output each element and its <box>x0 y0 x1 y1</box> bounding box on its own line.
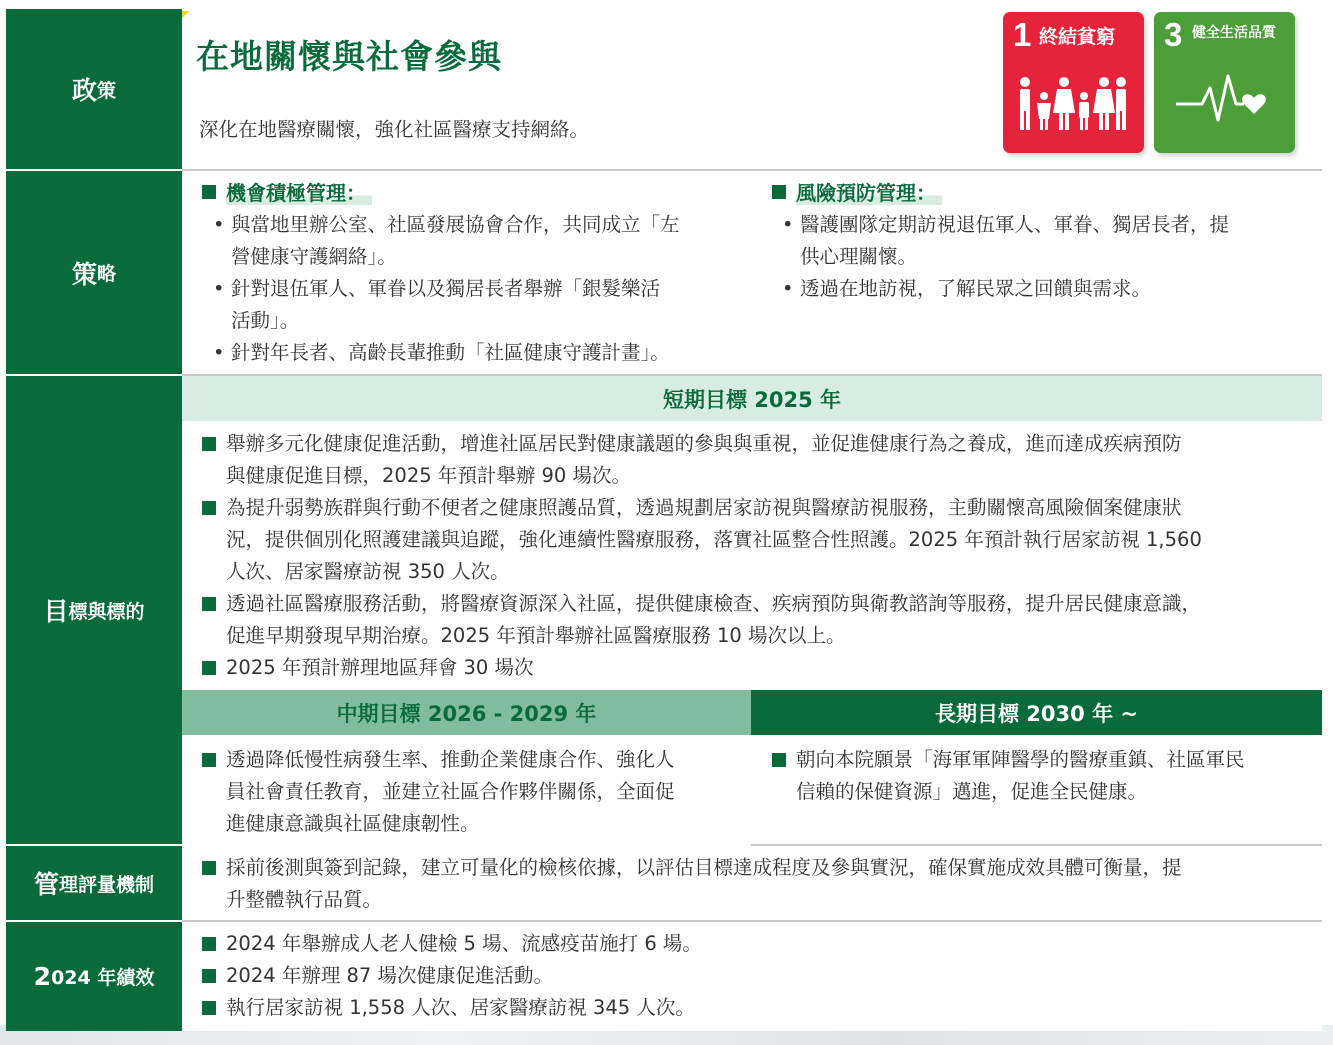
family-icon <box>1017 76 1127 132</box>
list-item: • 針對年長者、高齡長輩推動「社區健康守護計畫」。 <box>199 337 759 369</box>
list-item: 2025 年預計辦理地區拜會 30 場次 <box>202 652 1317 684</box>
short-term-list <box>202 428 1317 684</box>
divider <box>182 920 1322 922</box>
list-item: • 與當地里辦公室、社區發展協會合作，共同成立「左 營健康守護網絡」。 <box>199 209 759 273</box>
opportunity-heading: 機會積極管理： <box>202 177 372 209</box>
management-label: 管 理評量機制 <box>6 846 182 920</box>
list-item: • 醫護團隊定期訪視退伍軍人、軍眷、獨居長者，提 供心理關懷。 <box>768 209 1318 273</box>
list-item: 透過社區醫療服務活動，將醫療資源深入社區，提供健康檢查、疾病預防與衛教諮詢等服務，提升居民健康意識， 促進早期發現早期治療。2025 年預計舉辦社區醫療服務 10 場次以上。 <box>202 588 1317 652</box>
list-item: • 透過在地訪視，了解民眾之回饋與需求。 <box>768 273 1318 305</box>
sdg-3-badge: 3 健全生活品質 <box>1154 12 1295 153</box>
long-term-text: 朝向本院願景「海軍軍陣醫學的醫療重鎮、社區軍民 信賴的保健資源」邁進，促進全民健康。 <box>772 744 1317 808</box>
sdg-1-badge: 1 終結貧窮 <box>1003 12 1144 153</box>
opportunity-list <box>199 209 759 369</box>
divider <box>182 169 1322 171</box>
goals-label: 目 標與標的 <box>6 376 182 844</box>
long-term-header: 長期目標 2030 年 ~ <box>751 690 1322 735</box>
risk-heading: 風險預防管理： <box>772 177 942 209</box>
performance-label: 2 024 年績效 <box>6 922 182 1031</box>
performance-list <box>202 928 1317 1024</box>
divider <box>751 844 1322 846</box>
mid-term-header: 中期目標 2026 - 2029 年 <box>182 690 751 735</box>
content-table <box>6 9 1322 1031</box>
policy-label: 政 策 <box>6 9 182 169</box>
policy-text: 深化在地醫療關懷，強化社區醫療支持網絡。 <box>199 118 590 141</box>
strategy-label: 策 略 <box>6 171 182 374</box>
short-term-header: 短期目標 2025 年 <box>182 376 1322 421</box>
page-title: 在地關懷與社會參與 <box>196 37 502 76</box>
list-item: • 針對退伍軍人、軍眷以及獨居長者舉辦「銀髮樂活 活動」。 <box>199 273 759 337</box>
list-item: 執行居家訪視 1,558 人次、居家醫療訪視 345 人次。 <box>202 992 1317 1024</box>
risk-list <box>768 209 1318 305</box>
list-item: 為提升弱勢族群與行動不便者之健康照護品質，透過規劃居家訪視與醫療訪視服務，主動關懷高風險個案健康狀 況，提供個別化照護建議與追蹤，強化連續性醫療服務，落實社區整合性照護。2025 年預計執行居家訪視 1,560 人次、居家醫療訪視 350 人次。 <box>202 492 1317 588</box>
list-item: 2024 年辦理 87 場次健康促進活動。 <box>202 960 1317 992</box>
corner-mark <box>182 11 189 18</box>
management-text: 採前後測與簽到記錄，建立可量化的檢核依據，以評估目標達成程度及參與實況，確保實施成效具體可衡量，提 升整體執行品質。 <box>202 852 1317 916</box>
mid-term-text: 透過降低慢性病發生率、推動企業健康合作、強化人 員社會責任教育，並建立社區合作夥伴關係，全面促 進健康意識與社區健康韌性。 <box>202 744 747 840</box>
heartbeat-icon <box>1176 68 1276 124</box>
list-item: 2024 年舉辦成人老人健檢 5 場、流感疫苗施打 6 場。 <box>202 928 1317 960</box>
list-item: 舉辦多元化健康促進活動，增進社區居民對健康議題的參與與重視，並促進健康行為之養成，進而達成疾病預防 與健康促進目標，2025 年預計舉辦 90 場次。 <box>202 428 1317 492</box>
